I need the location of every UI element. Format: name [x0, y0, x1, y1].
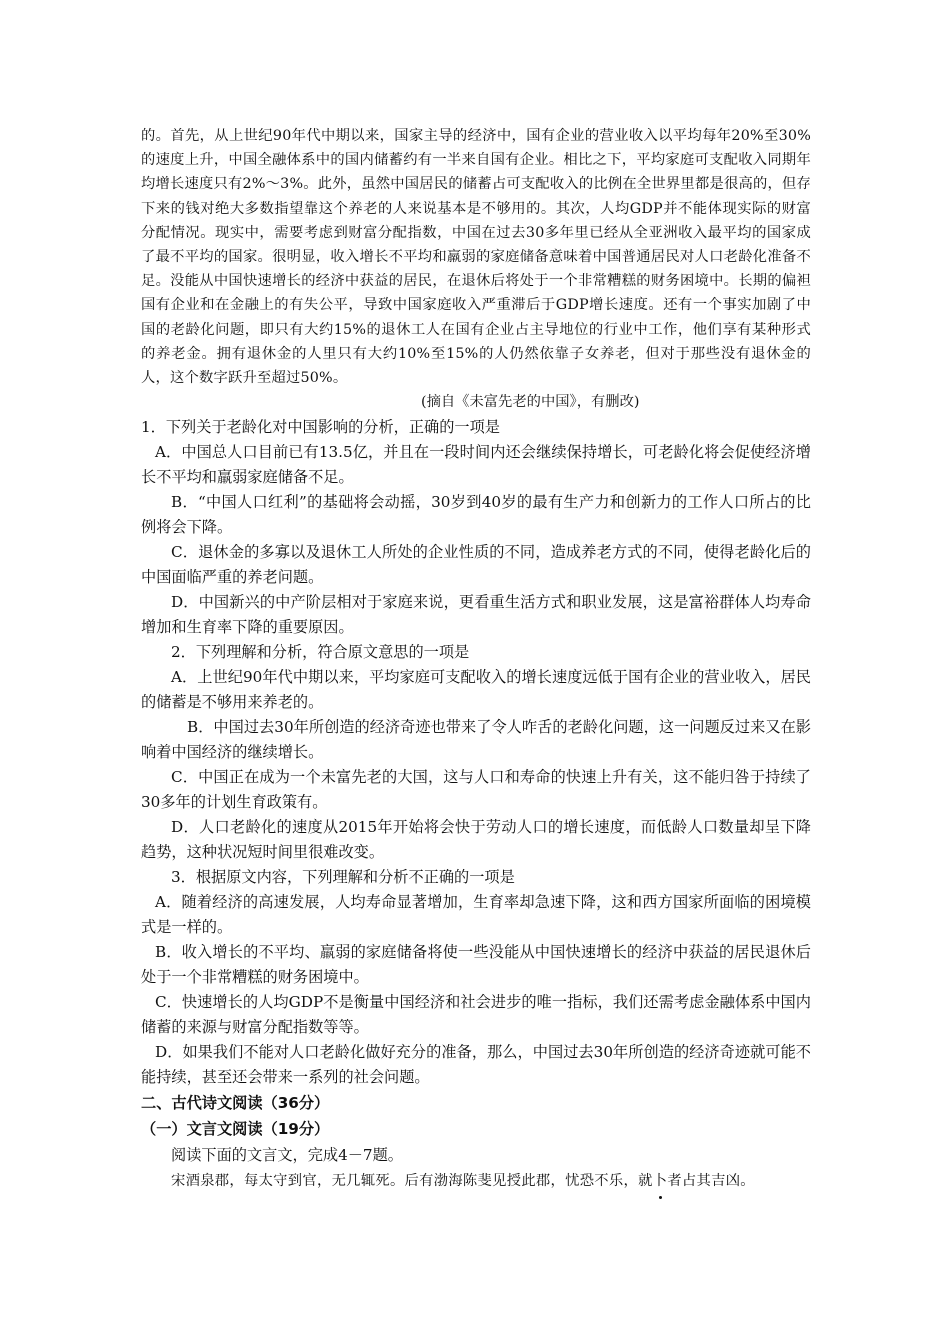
option-d: D．中国新兴的中产阶层相对于家庭来说，更看重生活方式和职业发展，这是富裕群体人均寿命增加和生育率下降的重要原因。	[141, 593, 811, 637]
option-b: B．中国过去30年所创造的经济奇迹也带来了令人咋舌的老龄化问题，这一问题反过来又在影响着中国经济的继续增长。	[141, 718, 811, 762]
passage-source: (摘自《未富先老的中国》，有删改)	[421, 394, 640, 411]
subsection-heading: （一）文言文阅读（19分）	[141, 1120, 330, 1139]
emphasized-character: 卜	[653, 1168, 668, 1194]
passage-paragraph: 的。首先，从上世纪90年代中期以来，国家主导的经济中，国有企业的营业收入以平均每年20%至30%的速度上升，中国全融体系中的国内储蓄约有一半来自国有企业。相比之下，平均家庭可支配收入同期年均增长速度只有2%～3%。此外，虽然中国居民的储蓄占可支配收入的比例在全世界里都是很高的，但存下来的钱对绝大多数指望靠这个养老的人来说基本是不够用的。其次，人均GDP并不能体现实际的财富分配情况。现实中，需要考虑到财富分配指数，中国在过去30多年里已经从全亚洲收入最平均的国家成了最不平均的国家。很明显，收入增长不平均和羸弱的家庭储备意味着中国普通居民对人口老龄化准备不足。没能从中国快速增长的经济中获益的居民，在退休后将处于一个非常糟糕的财务困境中。长期的偏袒国有企业和在金融上的有失公平，导致中国家庭收入严重滞后于GDP增长速度。还有一个事实加剧了中国的老龄化问题，即只有大约15%的退休工人在国有企业占主导地位的行业中工作，他们享有某种形式的养老金。拥有退休金的人里只有大约10%至15%的人仍然依靠子女养老，但对于那些没有退休金的人，这个数字跃升至超过50%。	[141, 128, 811, 387]
option-a: A．中国总人口目前已有13.5亿，并且在一段时间内还会继续保持增长，可老龄化将会促使经济增长不平均和羸弱家庭储备不足。	[141, 443, 811, 487]
exam-page	[141, 124, 811, 1194]
option-c: C．退休金的多寡以及退休工人所处的企业性质的不同，造成养老方式的不同，使得老龄化后的中国面临严重的养老问题。	[141, 543, 811, 587]
section-heading: 二、古代诗文阅读（36分）	[141, 1094, 330, 1113]
question-stem: 3．根据原文内容，下列理解和分析不正确的一项是	[171, 868, 515, 887]
question-stem: 2．下列理解和分析，符合原文意思的一项是	[171, 643, 470, 662]
option-a: A．上世纪90年代中期以来，平均家庭可支配收入的增长速度远低于国有企业的营业收入，居民的储蓄是不够用来养老的。	[141, 668, 811, 712]
option-b: B．收入增长的不平均、羸弱的家庭储备将使一些没能从中国快速增长的经济中获益的居民退休后处于一个非常糟糕的财务困境中。	[141, 943, 811, 987]
question-3	[141, 865, 811, 1090]
classical-text-after: 者占其吉凶。	[667, 1173, 755, 1190]
question-stem: 1．下列关于老龄化对中国影响的分析，正确的一项是	[141, 418, 500, 437]
question-2	[141, 640, 811, 865]
option-c: C．快速增长的人均GDP不是衡量中国经济和社会进步的唯一指标，我们还需考虑金融体系中国内储蓄的来源与财富分配指数等等。	[141, 993, 811, 1037]
option-a: A．随着经济的高速发展，人均寿命显著增加，生育率却急速下降，这和西方国家所面临的困境模式是一样的。	[141, 893, 811, 937]
question-1	[141, 415, 811, 640]
section-instructions: 阅读下面的文言文，完成4－7题。	[171, 1146, 403, 1165]
section-classical-reading	[141, 1090, 811, 1194]
classical-text-before: 宋酒泉郡，每太守到官，无几辄死。后有渤海陈斐见授此郡，忧恐不乐，就	[171, 1173, 653, 1190]
reading-passage	[141, 124, 811, 415]
option-b: B．“中国人口红利”的基础将会动摇，30岁到40岁的最有生产力和创新力的工作人口所占的比例将会下降。	[141, 493, 811, 537]
classical-text-line	[141, 1168, 811, 1194]
option-c: C．中国正在成为一个未富先老的大国，这与人口和寿命的快速上升有关，这不能归咎于持续了30多年的计划生育政策有。	[141, 768, 811, 812]
option-d: D．人口老龄化的速度从2015年开始将会快于劳动人口的增长速度，而低龄人口数量却呈下降趋势，这种状况短时间里很难改变。	[141, 818, 811, 862]
option-d: D．如果我们不能对人口老龄化做好充分的准备，那么，中国过去30年所创造的经济奇迹就可能不能持续，甚至还会带来一系列的社会问题。	[141, 1043, 811, 1087]
